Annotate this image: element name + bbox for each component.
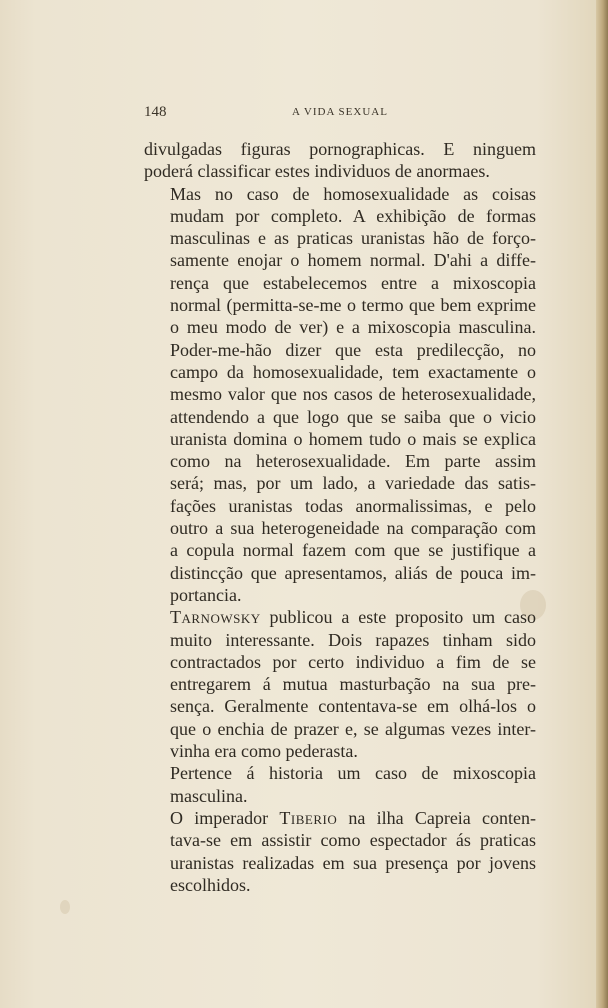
text-line: masculinas e as praticas uranistas hão de forço- xyxy=(170,228,536,249)
paper-stain xyxy=(60,900,70,914)
text-line: entregarem á mutua masturbação na sua pre- xyxy=(170,674,536,695)
text-line: a copula normal fazem com que se justifique a xyxy=(170,540,536,561)
text-line: que o enchia de prazer e, se algumas vezes inter- xyxy=(170,718,536,739)
text-line: tava-se em assistir como espectador ás praticas xyxy=(170,830,536,851)
text-line: Poder-me-hão dizer que esta predilecção, no xyxy=(170,339,536,360)
text-line: muito interessante. Dois rapazes tinham sido xyxy=(170,629,536,650)
text-line: masculina. xyxy=(170,785,248,806)
text-line: o meu modo de ver) e a mixoscopia masculina. xyxy=(170,317,536,338)
paragraph xyxy=(144,606,536,762)
text-line: campo da homosexualidade, tem exactamente o xyxy=(170,361,536,382)
page-number: 148 xyxy=(144,104,167,120)
text-line: distincção que apresentamos, aliás de pouca im- xyxy=(170,562,536,583)
paragraph xyxy=(144,807,536,896)
text-line: poderá classificar estes individuos de anormaes. xyxy=(144,161,490,182)
text-line: Pertence á historia um caso de mixoscopia xyxy=(170,763,536,784)
page-edge xyxy=(596,0,608,1008)
text-line: rença que estabelecemos entre a mixoscopia xyxy=(170,272,536,293)
text-line: uranistas realizadas em sua presença por jovens xyxy=(170,852,536,873)
text-line: normal (permitta-se-me o termo que bem exprime xyxy=(170,295,536,316)
text-line: attendendo a que logo que se saiba que o vicio xyxy=(170,406,536,427)
paragraph xyxy=(144,183,536,607)
text-line: escolhidos. xyxy=(170,874,251,895)
text-line: outro a sua heterogeneidade na comparação com xyxy=(170,518,536,539)
paragraph xyxy=(144,138,536,183)
paragraph xyxy=(144,762,536,807)
page-header xyxy=(144,104,536,124)
text-line: Mas no caso de homosexualidade as coisas xyxy=(170,183,536,204)
running-head: A VIDA SEXUAL xyxy=(292,106,388,118)
text-line: portancia. xyxy=(170,584,242,605)
text-line: divulgadas figuras pornographicas. E ninguem xyxy=(144,139,536,159)
text-line: contractados por certo individuo a fim de se xyxy=(170,651,536,672)
text-line: mudam por completo. A exhibição de formas xyxy=(170,205,536,226)
text-line: como na heterosexualidade. Em parte assim xyxy=(170,451,536,472)
text-line: fações uranistas todas anormalissimas, e pelo xyxy=(170,495,536,516)
body-text xyxy=(144,138,536,896)
text-line: Tarnowsky publicou a este proposito um caso xyxy=(170,607,536,628)
text-line: será; mas, por um lado, a variedade das satis- xyxy=(170,473,536,494)
text-line: uranista domina o homem tudo o mais se explica xyxy=(170,428,536,449)
text-line: vinha era como pederasta. xyxy=(170,741,358,762)
text-line: mesmo valor que nos casos de heterosexualidade, xyxy=(170,384,536,405)
text-line: O imperador Tiberio na ilha Capreia conten- xyxy=(170,807,536,828)
text-line: sença. Geralmente contentava-se em olhá-los o xyxy=(170,696,536,717)
text-line: samente enojar o homem normal. D'ahi a diffe- xyxy=(170,250,536,271)
